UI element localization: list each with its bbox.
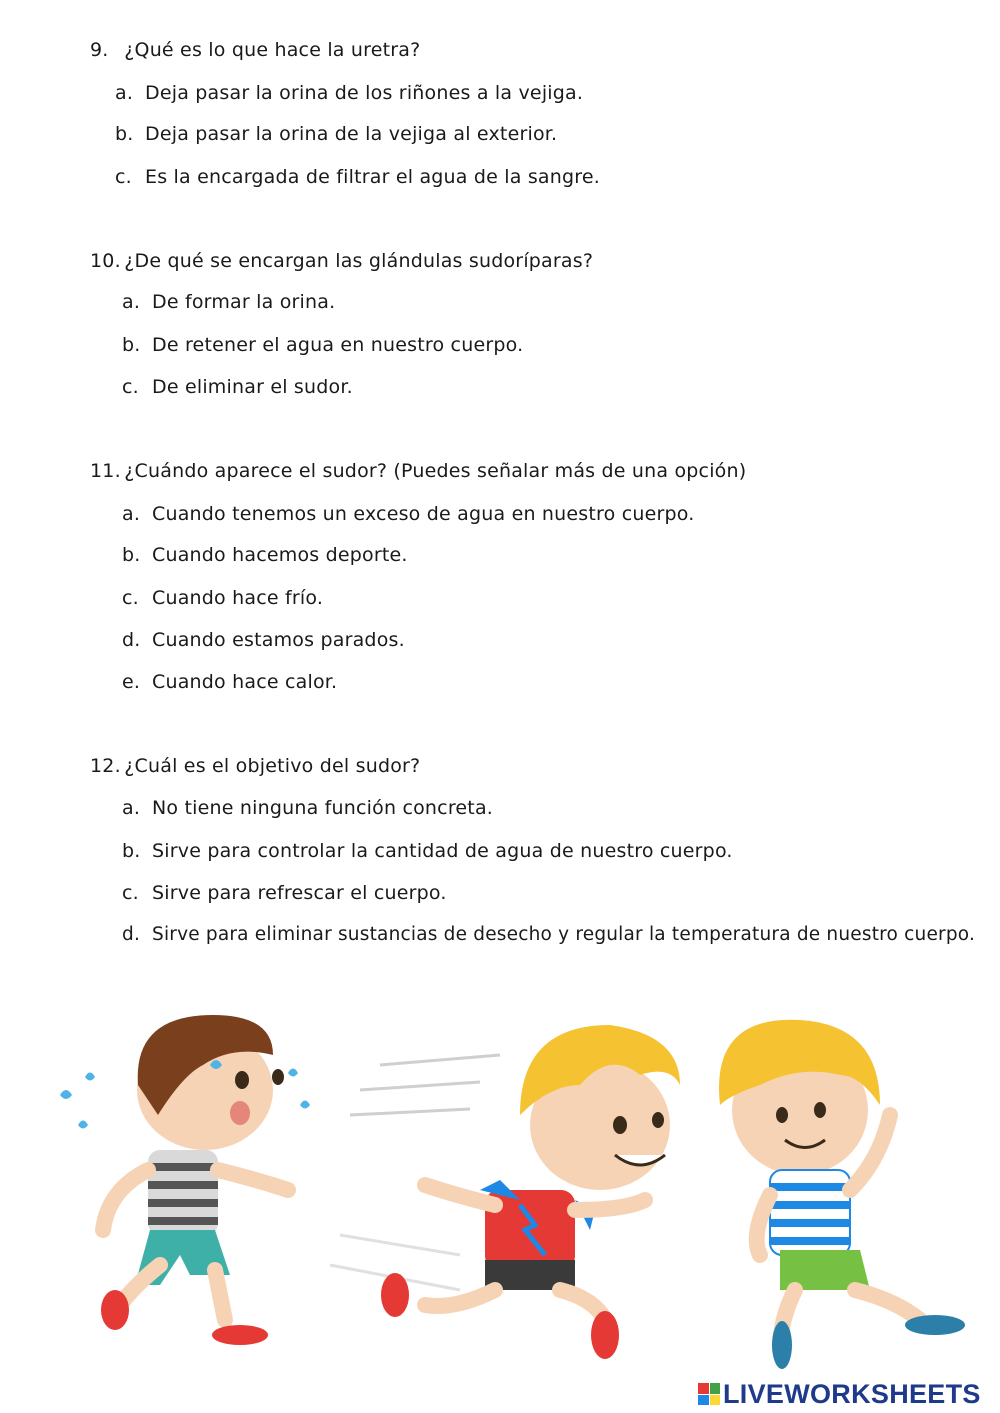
option-letter: b. bbox=[122, 544, 141, 566]
option-text: Deja pasar la orina de la vejiga al exterior. bbox=[145, 123, 558, 145]
option-letter: b. bbox=[122, 334, 141, 356]
option-letter: d. bbox=[122, 924, 141, 945]
logo-mark-icon bbox=[698, 1383, 720, 1405]
question-number: 9. bbox=[90, 39, 109, 61]
option-text: Cuando estamos parados. bbox=[152, 629, 405, 651]
option-text: No tiene ninguna función concreta. bbox=[152, 797, 494, 819]
question-9 bbox=[90, 39, 420, 61]
option-10a[interactable] bbox=[122, 291, 335, 313]
question-text: ¿Cuándo aparece el sudor? (Puedes señalar más de una opción) bbox=[124, 460, 747, 482]
option-text: Cuando hace calor. bbox=[152, 671, 338, 693]
option-text: De eliminar el sudor. bbox=[152, 376, 353, 398]
option-text: Sirve para refrescar el cuerpo. bbox=[152, 882, 447, 904]
option-11c[interactable] bbox=[122, 587, 323, 609]
kid-running-icon bbox=[330, 1025, 680, 1359]
option-text: Deja pasar la orina de los riñones a la vejiga. bbox=[145, 82, 584, 104]
question-number: 10. bbox=[90, 250, 121, 272]
question-number: 12. bbox=[90, 755, 121, 777]
option-11b[interactable] bbox=[122, 544, 408, 566]
question-11 bbox=[90, 460, 746, 482]
option-9c[interactable] bbox=[115, 166, 600, 188]
option-12b[interactable] bbox=[122, 840, 733, 862]
logo-text: LIVEWORKSHEETS bbox=[723, 1378, 981, 1409]
option-11a[interactable] bbox=[122, 503, 695, 525]
option-letter: b. bbox=[115, 123, 134, 145]
question-12 bbox=[90, 755, 420, 777]
option-text: Sirve para controlar la cantidad de agua de nuestro cuerpo. bbox=[152, 840, 733, 862]
kid-waving-icon bbox=[719, 1020, 965, 1369]
option-letter: c. bbox=[115, 166, 132, 188]
option-12c[interactable] bbox=[122, 882, 447, 904]
running-kids-illustration-icon bbox=[40, 1005, 980, 1375]
option-letter: b. bbox=[122, 840, 141, 862]
option-9a[interactable] bbox=[115, 82, 583, 104]
option-11e[interactable] bbox=[122, 671, 337, 693]
question-text: ¿De qué se encargan las glándulas sudoríparas? bbox=[124, 250, 594, 272]
option-text: Es la encargada de filtrar el agua de la sangre. bbox=[145, 166, 600, 188]
question-text: ¿Cuál es el objetivo del sudor? bbox=[124, 755, 421, 777]
option-letter: a. bbox=[122, 503, 141, 525]
kid-sweating-icon bbox=[60, 1015, 310, 1345]
option-letter: c. bbox=[122, 882, 139, 904]
option-text: De retener el agua en nuestro cuerpo. bbox=[152, 334, 524, 356]
option-text: Cuando hace frío. bbox=[152, 587, 324, 609]
option-10b[interactable] bbox=[122, 334, 523, 356]
option-text: Sirve para eliminar sustancias de desecho y regular la temperatura de nuestro cuerpo. bbox=[152, 924, 976, 945]
option-text: Cuando hacemos deporte. bbox=[152, 544, 408, 566]
option-text: Cuando tenemos un exceso de agua en nuestro cuerpo. bbox=[152, 503, 695, 525]
option-letter: c. bbox=[122, 376, 139, 398]
question-number: 11. bbox=[90, 460, 121, 482]
option-letter: a. bbox=[122, 797, 141, 819]
option-12a[interactable] bbox=[122, 797, 493, 819]
option-10c[interactable] bbox=[122, 376, 353, 398]
option-text: De formar la orina. bbox=[152, 291, 336, 313]
option-letter: a. bbox=[122, 291, 141, 313]
option-9b[interactable] bbox=[115, 123, 557, 145]
liveworksheets-logo bbox=[698, 1378, 981, 1410]
option-letter: d. bbox=[122, 629, 141, 651]
option-11d[interactable] bbox=[122, 629, 405, 651]
option-12d[interactable] bbox=[122, 924, 975, 945]
option-letter: c. bbox=[122, 587, 139, 609]
option-letter: e. bbox=[122, 671, 141, 693]
question-10 bbox=[90, 250, 593, 272]
option-letter: a. bbox=[115, 82, 134, 104]
question-text: ¿Qué es lo que hace la uretra? bbox=[124, 39, 421, 61]
